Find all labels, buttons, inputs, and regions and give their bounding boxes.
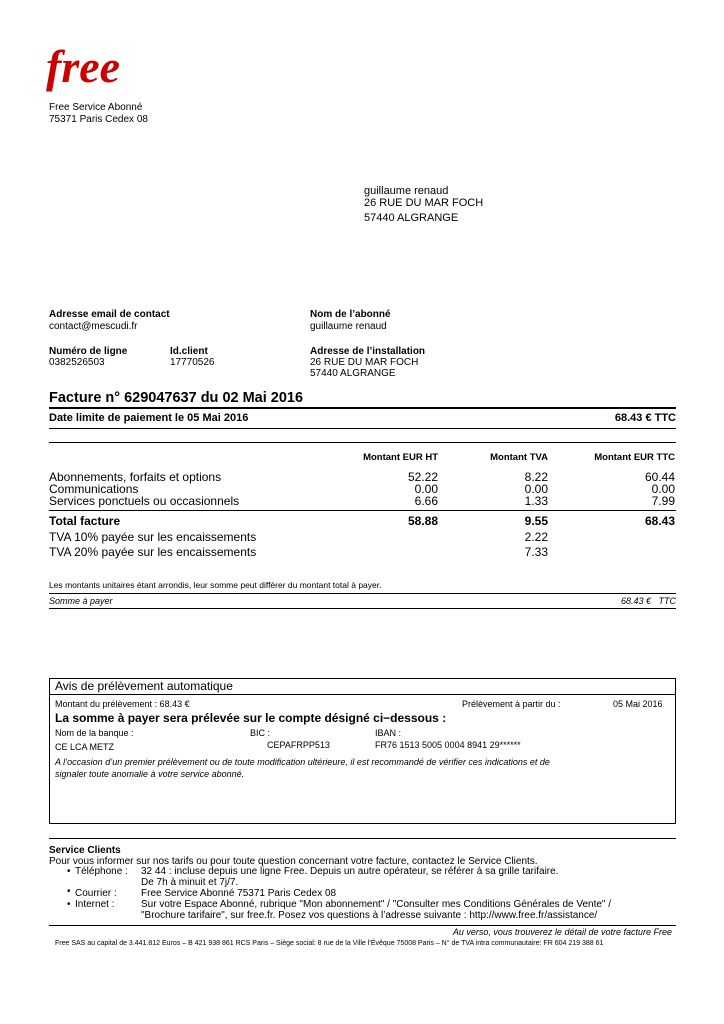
total-tva: 9.55	[524, 514, 548, 528]
bullet-icon: •	[67, 866, 71, 877]
email-value: contact@mescudi.fr	[49, 321, 138, 332]
iban-label: IBAN :	[375, 728, 402, 738]
row-tva: 8.22	[524, 470, 548, 484]
row-label: Services ponctuels ou occasionnels	[49, 494, 240, 508]
row-label: Abonnements, forfaits et options	[49, 470, 222, 484]
debit-title-rule	[49, 694, 676, 695]
install-address-city: 57440 ALGRANGE	[310, 368, 396, 379]
rounding-note: Les montants unitaires étant arrondis, leur somme peut différer du montant total à payer.	[49, 580, 382, 590]
sender-name: Free Service Abonné	[49, 102, 143, 113]
bank-label: Nom de la banque :	[55, 728, 134, 738]
row-ttc: 7.99	[651, 494, 675, 508]
recipient-street: 26 RUE DU MAR FOCH	[364, 197, 484, 209]
table-top-rule	[49, 442, 676, 443]
header-ht: Montant EUR HT	[363, 452, 438, 463]
web-text-line2: "Brochure tarifaire", sur free.fr. Posez vos questions à l’adresse suivante : http://www.free.fr/assistance/	[141, 910, 598, 921]
line-number-value: 0382526503	[49, 357, 105, 368]
header-tva: Montant TVA	[490, 452, 548, 463]
email-label: Adresse email de contact	[49, 309, 170, 320]
verso-note: Au verso, vous trouverez le détail de votre facture Free	[452, 927, 672, 937]
header-ttc: Montant EUR TTC	[594, 452, 675, 463]
install-address-street: 26 RUE DU MAR FOCH	[310, 357, 419, 368]
client-id-value: 17770526	[170, 357, 215, 368]
row-tva: 0.00	[524, 482, 548, 496]
debit-notice: La somme à payer sera prélevée sur le compte désigné ci−dessous :	[55, 711, 447, 725]
bank-value: CE LCA METZ	[55, 742, 115, 752]
client-id-label: Id.client	[170, 346, 208, 357]
row-label: Communications	[49, 482, 139, 496]
iban-value: FR76 1513 5005 0004 8941 29******	[375, 740, 521, 750]
invoice-title: Facture n° 629047637 du 02 Mai 2016	[49, 390, 304, 406]
free-logo	[44, 40, 156, 100]
amount-due-value: 68.43 € TTC	[620, 596, 676, 606]
row-ht: 52.22	[407, 470, 438, 484]
web-label: Internet :	[75, 899, 115, 910]
line-number-label: Numéro de ligne	[49, 346, 128, 357]
subscriber-label: Nom de l’abonné	[310, 309, 391, 320]
recipient-name: guillaume renaud	[364, 185, 449, 197]
bullet-icon: •	[67, 899, 71, 910]
service-intro: Pour vous informer sur nos tarifs ou pour toute question concernant votre facture, contactez le Service Clients.	[49, 856, 538, 867]
total-ttc: 68.43	[644, 514, 675, 528]
pay-top-rule	[49, 593, 676, 594]
legal-mentions: Free SAS au capital de 3.441.812 Euros – B 421 938 861 RCS Paris – Siège social: 8 rue de la Ville l’Évêque 75008 Paris – N° de TVA intra communautaire: FR 604 219 388 61	[55, 940, 604, 947]
due-date-label: Date limite de paiement le 05 Mai 2016	[49, 412, 249, 424]
footer-rule	[49, 925, 676, 926]
free-logo-text: free	[46, 41, 121, 92]
phone-label: Téléphone :	[75, 866, 128, 877]
row-ttc: 0.00	[651, 482, 675, 496]
vat-label: TVA 20% payée sur les encaissements	[49, 545, 257, 559]
phone-text: 32 44 : incluse depuis une ligne Free. Depuis un autre opérateur, se référer à sa grille tarifaire.	[141, 866, 559, 877]
row-ht: 6.66	[414, 494, 438, 508]
service-rule	[49, 838, 676, 839]
install-address-label: Adresse de l’installation	[310, 346, 426, 357]
mail-text: Free Service Abonné 75371 Paris Cedex 08	[141, 888, 337, 899]
pay-bottom-rule	[49, 608, 676, 609]
bic-label: BIC :	[250, 728, 271, 738]
debit-from-value: 05 Mai 2016	[613, 699, 663, 709]
debit-warning-line2: signaler toute anomalie à votre service abonné.	[55, 769, 245, 779]
service-title: Service Clients	[49, 845, 121, 856]
due-rule	[49, 428, 676, 429]
debit-title: Avis de prélèvement automatique	[55, 679, 233, 693]
sender-city: 75371 Paris Cedex 08	[49, 114, 148, 125]
row-ht: 0.00	[414, 482, 438, 496]
row-tva: 1.33	[524, 494, 548, 508]
mail-label: Courrier :	[75, 888, 117, 899]
debit-from-label: Prélèvement à partir du :	[462, 699, 561, 709]
subscriber-value: guillaume renaud	[310, 321, 387, 332]
free-logo-graphic	[44, 40, 156, 100]
web-text-line1: Sur votre Espace Abonné, rubrique "Mon abonnement" / "Consulter mes Conditions Générales de Vente" /	[141, 899, 612, 910]
total-rule	[49, 510, 676, 511]
amount-due-label: Somme à payer	[49, 596, 113, 606]
total-label: Total facture	[49, 514, 121, 528]
due-amount: 68.43 € TTC	[614, 412, 676, 424]
bullet-icon: •	[67, 886, 71, 897]
debit-warning-line1: A l’occasion d’un premier prélèvement ou de toute modification ultérieure, il est recommandé de vérifier ces indications et de	[55, 757, 550, 767]
row-ttc: 60.44	[644, 470, 675, 484]
title-rule	[49, 407, 676, 409]
vat-value: 7.33	[524, 545, 548, 559]
vat-label: TVA 10% payée sur les encaissements	[49, 530, 257, 544]
debit-amount-label: Montant du prélèvement : 68.43 €	[55, 699, 190, 709]
bic-value: CEPAFRPP513	[267, 740, 330, 750]
recipient-city: 57440 ALGRANGE	[364, 212, 459, 224]
phone-hours: De 7h à minuit et 7j/7.	[141, 877, 239, 888]
total-ht: 58.88	[407, 514, 438, 528]
vat-value: 2.22	[524, 530, 548, 544]
